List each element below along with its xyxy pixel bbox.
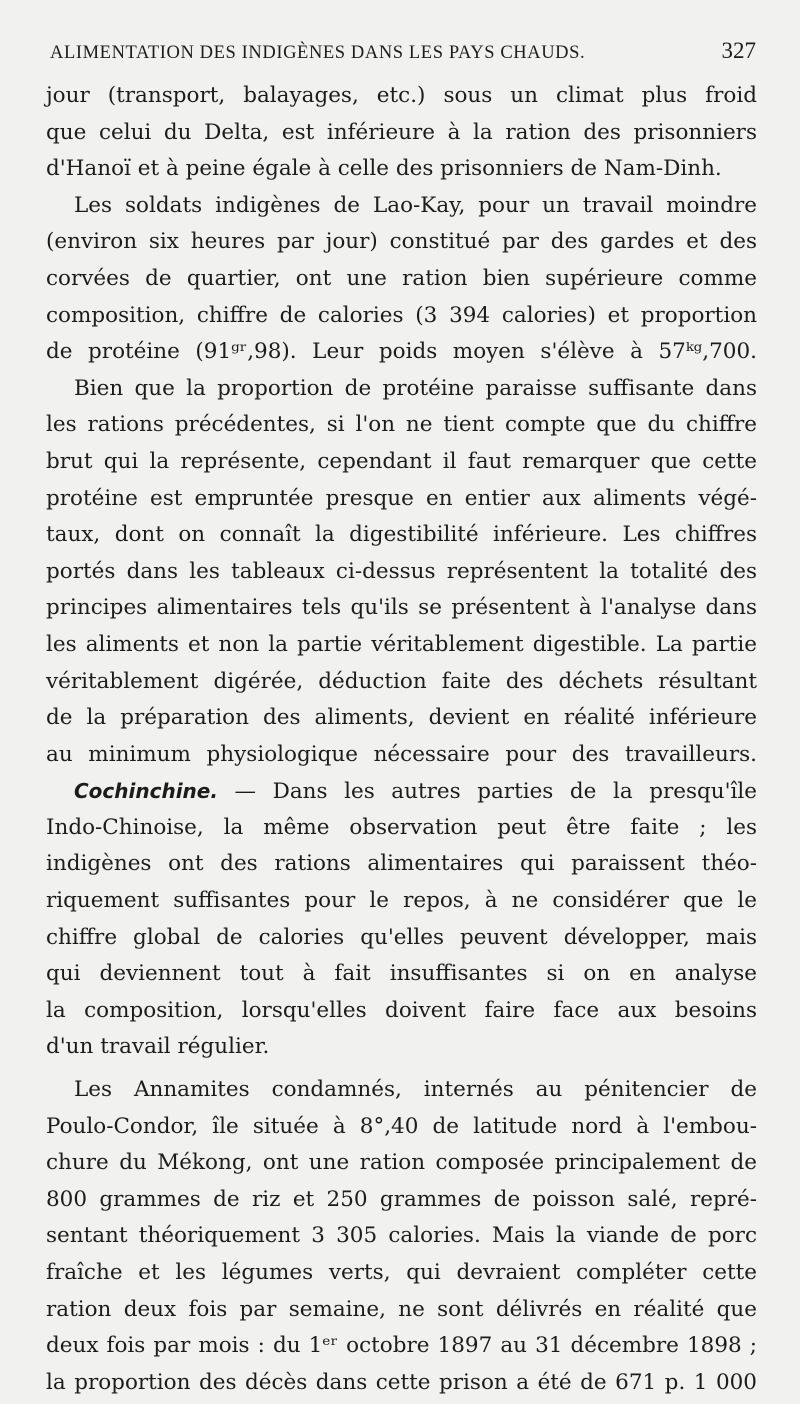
text-line: taux, dont on connaît la digestibilité inférieure. Les chiffres (46, 522, 757, 548)
text-line: Indo-Chinoise, la même observation peut être faite ; les (46, 814, 757, 840)
text-line: composition, chiffre de calories (3 394 calories) et proportion (46, 302, 757, 328)
text-line: Bien que la proportion de protéine paraisse suffisante dans (74, 375, 757, 401)
text-line: d'Hanoï et à peine égale à celle des prisonniers de Nam-Dinh. (46, 156, 722, 182)
text-line: de protéine (91ᵍʳ,98). Leur poids moyen s'élève à 57ᵏᵍ,700. (46, 339, 757, 365)
text-line: au minimum physiologique nécessaire pour des travailleurs. (46, 741, 757, 767)
paragraph (46, 371, 757, 774)
body-text (46, 78, 757, 1401)
text-line: 800 grammes de riz et 250 grammes de poisson salé, repré- (46, 1186, 757, 1212)
text-line: véritablement digérée, déduction faite des déchets résultant (46, 668, 757, 694)
text-line: principes alimentaires tels qu'ils se présentent à l'analyse dans (46, 595, 757, 621)
section-title-continuation: — Dans les autres parties de la presqu'île (234, 779, 758, 805)
section-title: Cochinchine. (74, 779, 218, 804)
text-line: qui deviennent tout à fait insuffisantes si on en analyse (46, 961, 757, 987)
text-line: indigènes ont des rations alimentaires qui paraissent théo- (46, 851, 757, 877)
text-line: les rations précédentes, si l'on ne tient compte que du chiffre (46, 412, 757, 438)
text-line: la composition, lorsqu'elles doivent faire face aux besoins (46, 997, 757, 1023)
text-line: d'un travail régulier. (46, 1034, 270, 1060)
text-line: (environ six heures par jour) constitué par des gardes et des (46, 229, 757, 255)
running-title: ALIMENTATION DES INDIGÈNES DANS LES PAYS CHAUDS. (50, 43, 586, 63)
text-line (46, 773, 757, 810)
text-line: riquement suffisantes pour le repos, à ne considérer que le (46, 888, 757, 914)
text-line: fraîche et les légumes verts, qui devraient compléter cette (46, 1260, 757, 1285)
text-line: la proportion des décès dans cette prison a été de 671 p. 1 000 (46, 1369, 757, 1395)
text-line: chure du Mékong, ont une ration composée principalement de (46, 1150, 757, 1176)
text-line: jour (transport, balayages, etc.) sous un climat plus froid (46, 83, 757, 108)
section-paragraph (46, 773, 757, 1066)
text-line: de la préparation des aliments, devient en réalité inférieure (46, 705, 757, 731)
text-line: corvées de quartier, ont une ration bien supérieure comme (46, 265, 757, 291)
text-line: portés dans les tableaux ci-dessus représentent la totalité des (46, 558, 757, 584)
text-line: chiffre global de calories qu'elles peuvent développer, mais (46, 924, 757, 950)
text-line: sentant théoriquement 3 305 calories. Mais la viande de porc (46, 1223, 757, 1249)
text-line: Poulo-Condor, île située à 8°,40 de latitude nord à l'embou- (46, 1113, 757, 1139)
text-line: Les soldats indigènes de Lao-Kay, pour un travail moindre (74, 192, 757, 218)
text-line: deux fois par mois : du 1ᵉʳ octobre 1897 au 31 décembre 1898 ; (46, 1333, 757, 1359)
running-head (50, 38, 756, 68)
paragraph (46, 1072, 757, 1401)
paragraph (46, 78, 757, 188)
paragraph (46, 188, 757, 371)
text-line: les aliments et non la partie véritablement digestible. La partie (46, 631, 757, 657)
text-line: que celui du Delta, est inférieure à la ration des prisonniers (46, 119, 757, 145)
page-number: 327 (721, 38, 756, 63)
text-line: protéine est empruntée presque en entier aux aliments végé- (46, 485, 757, 511)
text-line: ration deux fois par semaine, ne sont délivrés en réalité que (46, 1296, 757, 1322)
text-line: brut qui la représente, cependant il faut remarquer que cette (46, 448, 757, 474)
text-line: Les Annamites condamnés, internés au pénitencier de (74, 1077, 757, 1103)
